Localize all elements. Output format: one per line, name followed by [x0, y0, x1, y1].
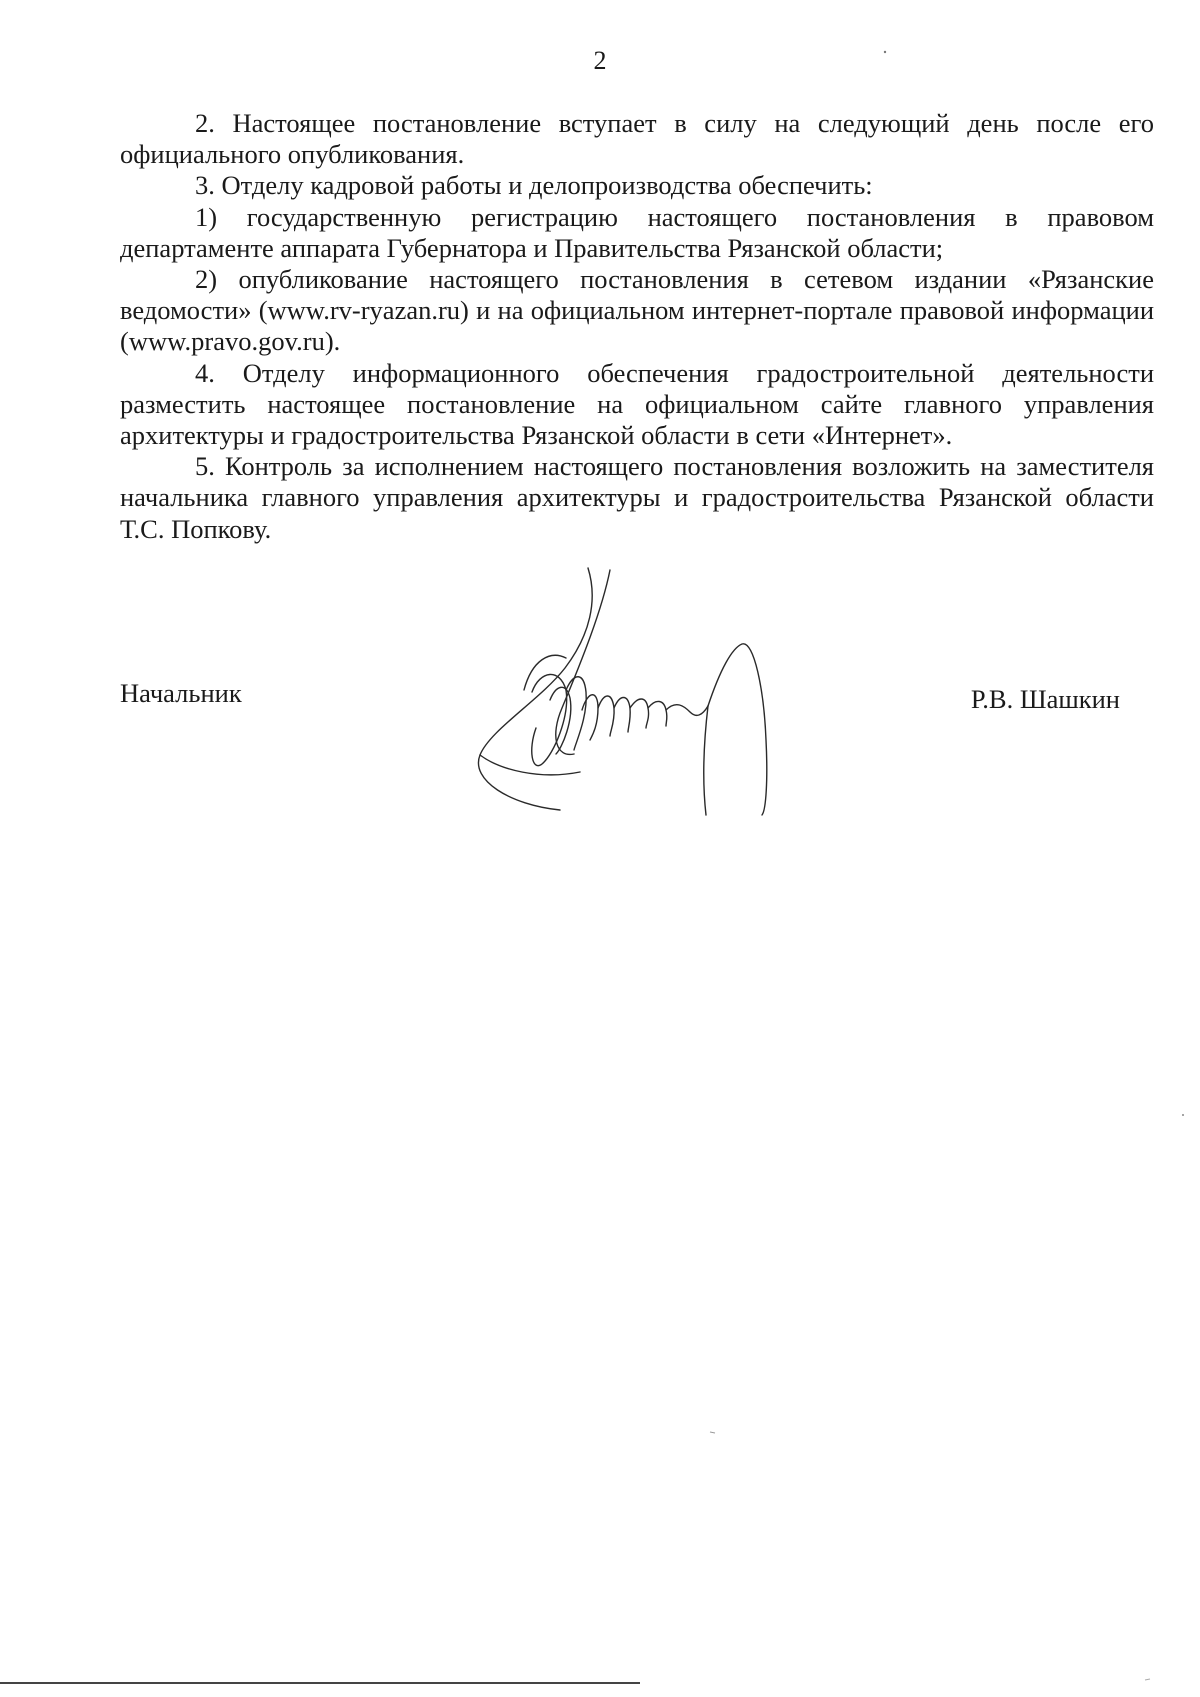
handwritten-signature	[470, 540, 800, 820]
paragraph-item-4: 4. Отделу информационного обеспечения градостроительной деятельности разместить настоящее постановление на официальном сайте главного управления архитектуры и градостроительства Рязанской области в сети «Интернет».	[120, 357, 1154, 451]
paragraph-item-3: 3. Отделу кадровой работы и делопроизводства обеспечить:	[195, 170, 873, 201]
paragraph-subitem-3-2: 2) опубликование настоящего постановления в сетевом издании «Рязанские ведомости» (www.rv-ryazan.ru) и на официальном интернет-портале правовой информации (www.pravo.gov.ru).	[120, 264, 1154, 357]
signer-title: Начальник	[120, 678, 242, 708]
paragraph-item-5: 5. Контроль за исполнением настоящего постановления возложить на заместителя начальника главного управления архитектуры и градостроительства Рязанской области Т.С. Попкову.	[120, 451, 1154, 544]
signer-name: Р.В. Шашкин	[970, 684, 1120, 714]
scan-edge-line	[0, 1682, 640, 1684]
paragraph-item-2: 2. Настоящее постановление вступает в силу на следующий день после его официального опубликования.	[120, 108, 1154, 170]
paragraph-subitem-3-1: 1) государственную регистрацию настоящего постановления в правовом департаменте аппарата Губернатора и Правительства Рязанской области;	[120, 201, 1154, 263]
page-number: 2	[593, 46, 607, 75]
document-body	[120, 108, 1154, 545]
